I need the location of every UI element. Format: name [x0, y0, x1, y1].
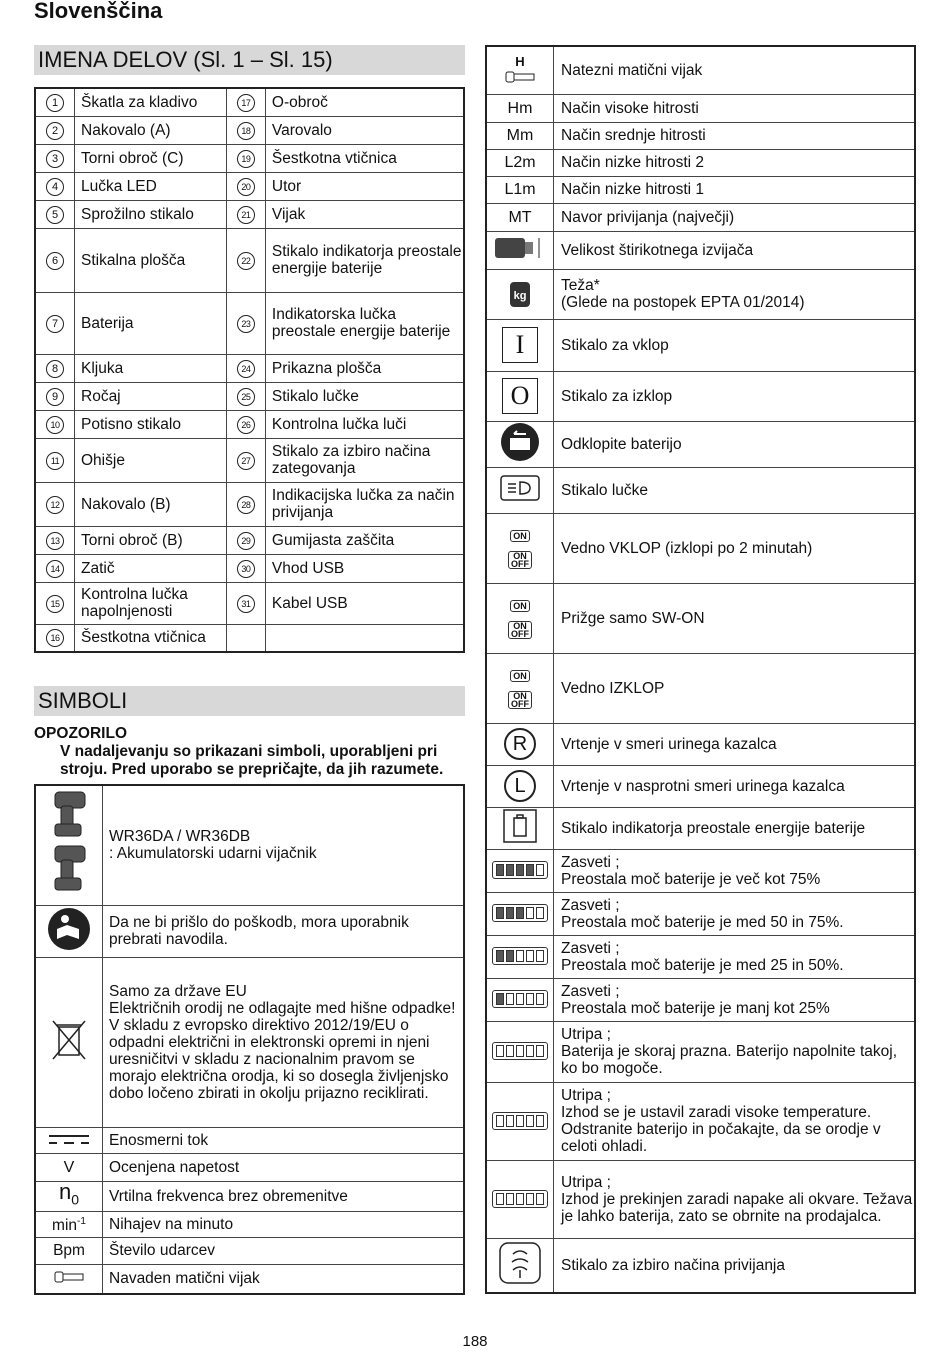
mode-select-icon — [486, 1238, 554, 1293]
part-name: O-obroč — [265, 88, 464, 116]
bolt-icon — [35, 1264, 103, 1294]
part-number-cell — [35, 116, 75, 144]
part-number: 14 — [46, 560, 64, 578]
symbol-row — [35, 1181, 464, 1211]
mt-symbol: MT — [486, 203, 554, 231]
n0-symbol: $n_0$ — [35, 1181, 103, 1211]
dc-label: Enosmerni tok — [103, 1127, 465, 1153]
symbol-row — [35, 1153, 464, 1181]
warning-title: OPOZORILO — [34, 725, 127, 742]
bolt-label: Navaden matični vijak — [103, 1264, 465, 1294]
parts-table — [34, 87, 465, 653]
detach-battery-label: Odklopite baterijo — [554, 421, 916, 467]
part-number-cell — [226, 144, 265, 172]
part-name: Torni obroč (C) — [75, 144, 227, 172]
part-name: Škatla za kladivo — [75, 88, 227, 116]
part-number-cell — [226, 410, 265, 438]
part-name: Vijak — [265, 200, 464, 228]
part-number: 29 — [237, 532, 255, 550]
part-number-cell — [35, 624, 75, 652]
part-number: 4 — [46, 178, 64, 196]
part-number-cell — [35, 410, 75, 438]
part-name: Kabel USB — [265, 582, 464, 624]
anvil-label: Velikost štirikotnega izvijača — [554, 231, 916, 269]
warning-text: V nadaljevanju so prikazani simboli, uporabljeni pri stroju. Pred uporabo se prepričajte, da jih razumete. — [60, 743, 444, 778]
part-number-cell — [35, 88, 75, 116]
part-number: 3 — [46, 150, 64, 168]
part-name: Indikacijska lučka za način privijanja — [265, 482, 464, 526]
part-name: Stikalo za izbiro načina zategovanja — [265, 438, 464, 482]
light-label: Stikalo lučke — [554, 467, 916, 513]
part-name: Stikalna plošča — [75, 228, 227, 292]
weight-label: Teža* (Glede na postopek EPTA 01/2014) — [554, 269, 916, 319]
battery-switch-label: Stikalo indikatorja preostale energije baterije — [554, 807, 916, 849]
part-number: 12 — [46, 496, 64, 514]
part-number: 17 — [237, 94, 255, 112]
part-number: 6 — [46, 252, 64, 270]
mm-label: Način srednje hitrosti — [554, 122, 916, 149]
part-number: 5 — [46, 206, 64, 224]
battery-blink-empty-icon — [486, 1021, 554, 1082]
detach-battery-icon — [486, 421, 554, 467]
bpm-label: Število udarcev — [103, 1237, 465, 1264]
part-name: Stikalo indikatorja preostale energije baterije — [265, 228, 464, 292]
part-name: Lučka LED — [75, 172, 227, 200]
counter-clockwise-label: Vrtenje v nasprotni smeri urinega kazalca — [554, 765, 916, 807]
parts-row — [35, 144, 464, 172]
always-off-icon: ON ON OFF — [486, 653, 554, 723]
read-manual-icon — [35, 905, 103, 957]
symbol-row — [35, 905, 464, 957]
part-number: 1 — [46, 94, 64, 112]
part-number: 28 — [237, 496, 255, 514]
part-name: Potisno stikalo — [75, 410, 227, 438]
square-anvil-icon — [486, 231, 554, 269]
part-number-cell — [226, 228, 265, 292]
part-name: Gumijasta zaščita — [265, 526, 464, 554]
battery-50-label: Zasveti ; Preostala moč baterije je med 50 in 75%. — [554, 892, 916, 935]
part-number-cell — [226, 116, 265, 144]
part-number-cell — [226, 526, 265, 554]
parts-row — [35, 624, 464, 652]
part-name: Torni obroč (B) — [75, 526, 227, 554]
part-number: 25 — [237, 388, 255, 406]
off-switch-label: Stikalo za izklop — [554, 371, 916, 421]
high-tensile-label: Natezni matični vijak — [554, 46, 916, 94]
part-name: Varovalo — [265, 116, 464, 144]
part-number-cell — [226, 482, 265, 526]
part-number-cell — [35, 554, 75, 582]
part-name: Vhod USB — [265, 554, 464, 582]
part-name: Ohišje — [75, 438, 227, 482]
part-number: 11 — [46, 452, 64, 470]
weee-bin-icon — [35, 957, 103, 1127]
parts-row — [35, 292, 464, 354]
part-number: 27 — [237, 452, 255, 470]
part-number: 13 — [46, 532, 64, 550]
part-number-cell — [226, 172, 265, 200]
battery-low-label: Zasveti ; Preostala moč baterije je manj kot 25% — [554, 978, 916, 1021]
parts-section-title: IMENA DELOV (Sl. 1 – Sl. 15) — [34, 45, 465, 75]
tool-model: WR36DA / WR36DB — [109, 828, 251, 846]
part-number: 21 — [237, 206, 255, 224]
high-tensile-bolt-icon: H — [486, 46, 554, 94]
parts-row — [35, 172, 464, 200]
part-number: 19 — [237, 150, 255, 168]
part-number-cell — [226, 554, 265, 582]
clockwise-icon: R — [486, 723, 554, 765]
part-name: Zatič — [75, 554, 227, 582]
symbol-row — [35, 785, 464, 905]
parts-row — [35, 554, 464, 582]
part-name: Ročaj — [75, 382, 227, 410]
battery-level-50-icon — [486, 892, 554, 935]
part-name — [265, 624, 464, 652]
symbols-right-table — [485, 45, 916, 1294]
min-symbol: $\min^{-1}$ — [35, 1211, 103, 1237]
part-number-cell — [226, 292, 265, 354]
l1m-symbol: L1m — [486, 176, 554, 203]
bpm-symbol: Bpm — [35, 1237, 103, 1264]
symbols-section-title: SIMBOLI — [34, 686, 465, 716]
min-label: Nihajev na minuto — [103, 1211, 465, 1237]
tool-desc: : Akumulatorski udarni vijačnik — [109, 845, 317, 863]
part-name: Kontrolna lučka luči — [265, 410, 464, 438]
hm-symbol: Hm — [486, 94, 554, 122]
parts-row — [35, 438, 464, 482]
page-number: 188 — [462, 1333, 488, 1350]
part-number-cell — [35, 438, 75, 482]
part-number: 18 — [237, 122, 255, 140]
blink-empty-label: Utripa ; Baterija je skoraj prazna. Baterijo napolnite takoj, ko bo mogoče. — [554, 1021, 916, 1082]
hm-label: Način visoke hitrosti — [554, 94, 916, 122]
symbol-row — [35, 1237, 464, 1264]
part-number-cell — [35, 144, 75, 172]
parts-row — [35, 382, 464, 410]
part-name: Baterija — [75, 292, 227, 354]
part-number: 31 — [237, 595, 255, 613]
part-number: 23 — [237, 315, 255, 333]
battery-blink-fail-icon — [486, 1160, 554, 1238]
dc-icon — [35, 1127, 103, 1153]
symbol-row — [486, 46, 915, 94]
mode-select-label: Stikalo za izbiro načina privijanja — [554, 1238, 916, 1293]
l1m-label: Način nizke hitrosti 1 — [554, 176, 916, 203]
battery-blink-temp-icon — [486, 1082, 554, 1160]
light-icon — [486, 467, 554, 513]
parts-row — [35, 354, 464, 382]
part-number-cell — [35, 228, 75, 292]
impact-driver-icon — [35, 785, 103, 905]
language-heading: Slovenščina — [34, 0, 163, 23]
part-number: 30 — [237, 560, 255, 578]
blink-fail-label: Utripa ; Izhod je prekinjen zaradi napake ali okvare. Težava je lahko baterija, zato se obrnite na prodajalca. — [554, 1160, 916, 1238]
parts-row — [35, 116, 464, 144]
always-on-label: Vedno VKLOP (izklopi po 2 minutah) — [554, 513, 916, 583]
l2m-label: Način nizke hitrosti 2 — [554, 149, 916, 176]
part-name: Nakovalo (B) — [75, 482, 227, 526]
part-name: Kljuka — [75, 354, 227, 382]
part-number-cell — [35, 382, 75, 410]
sw-on-label: Prižge samo SW-ON — [554, 583, 916, 653]
part-number: 2 — [46, 122, 64, 140]
weight-icon: kg — [486, 269, 554, 319]
part-number-cell — [226, 382, 265, 410]
parts-row — [35, 582, 464, 624]
part-number-cell — [226, 582, 265, 624]
battery-level-75-icon — [486, 849, 554, 892]
part-number-cell — [226, 438, 265, 482]
part-number-cell — [35, 582, 75, 624]
symbol-row — [35, 1211, 464, 1237]
part-number-cell — [35, 172, 75, 200]
l2m-symbol: L2m — [486, 149, 554, 176]
mm-symbol: Mm — [486, 122, 554, 149]
parts-row — [35, 88, 464, 116]
part-name: Šestkotna vtičnica — [265, 144, 464, 172]
part-name: Nakovalo (A) — [75, 116, 227, 144]
part-number-cell — [35, 526, 75, 554]
parts-row — [35, 482, 464, 526]
symbol-row — [35, 1127, 464, 1153]
battery-switch-icon — [486, 807, 554, 849]
n0-label: Vrtilna frekvenca brez obremenitve — [103, 1181, 465, 1211]
part-number: 16 — [46, 629, 64, 647]
voltage-symbol: V — [35, 1153, 103, 1181]
part-name: Sprožilno stikalo — [75, 200, 227, 228]
voltage-label: Ocenjena napetost — [103, 1153, 465, 1181]
part-number-cell — [226, 88, 265, 116]
part-name: Utor — [265, 172, 464, 200]
part-number-cell — [35, 482, 75, 526]
part-name: Šestkotna vtičnica — [75, 624, 227, 652]
battery-75-label: Zasveti ; Preostala moč baterije je več kot 75% — [554, 849, 916, 892]
battery-25-label: Zasveti ; Preostala moč baterije je med 25 in 50%. — [554, 935, 916, 978]
part-number-cell — [35, 292, 75, 354]
parts-row — [35, 526, 464, 554]
part-name: Kontrolna lučka napolnjenosti — [75, 582, 227, 624]
clockwise-label: Vrtenje v smeri urinega kazalca — [554, 723, 916, 765]
counter-clockwise-icon: L — [486, 765, 554, 807]
battery-level-low-icon — [486, 978, 554, 1021]
part-name: Prikazna plošča — [265, 354, 464, 382]
part-number-cell — [226, 354, 265, 382]
parts-row — [35, 200, 464, 228]
part-number-cell — [226, 624, 265, 652]
part-number: 9 — [46, 388, 64, 406]
parts-row — [35, 410, 464, 438]
on-switch-label: Stikalo za vklop — [554, 319, 916, 371]
part-number: 24 — [237, 360, 255, 378]
symbol-row — [35, 957, 464, 1127]
on-switch-icon: I — [486, 319, 554, 371]
part-name: Stikalo lučke — [265, 382, 464, 410]
sw-on-icon: ON ON OFF — [486, 583, 554, 653]
part-number-cell — [35, 200, 75, 228]
weee-text: Samo za države EU Električnih orodij ne odlagajte med hišne odpadke! V skladu z evropsko direktivo 2012/19/EU o odpadni električni in elektronski opremi in njeni uresničitvi v skladu z nacionalnim pravom se morajo električna orodja, ki so dosegla življenjsko dobo ločeno zbirati in okolju prijazno reciklirati. — [103, 957, 465, 1127]
blink-temp-label: Utripa ; Izhod se je ustavil zaradi visoke temperature. Odstranite baterijo in počakajte, da se orodje v celoti ohladi. — [554, 1082, 916, 1160]
part-number: 22 — [237, 252, 255, 270]
manual-text: Da ne bi prišlo do poškodb, mora uporabnik prebrati navodila. — [103, 905, 465, 957]
part-number: 20 — [237, 178, 255, 196]
part-number: 7 — [46, 315, 64, 333]
symbol-row — [35, 1264, 464, 1294]
symbols-left-table — [34, 784, 465, 1295]
off-switch-icon: O — [486, 371, 554, 421]
part-number-cell — [226, 200, 265, 228]
always-off-label: Vedno IZKLOP — [554, 653, 916, 723]
part-number-cell — [35, 354, 75, 382]
part-name: Indikatorska lučka preostale energije baterije — [265, 292, 464, 354]
part-number: 10 — [46, 416, 64, 434]
mt-label: Navor privijanja (največji) — [554, 203, 916, 231]
part-number: 8 — [46, 360, 64, 378]
always-on-icon: ON ON OFF — [486, 513, 554, 583]
part-number: 15 — [46, 595, 64, 613]
tool-description — [103, 785, 465, 905]
part-number: 26 — [237, 416, 255, 434]
parts-row — [35, 228, 464, 292]
battery-level-25-icon — [486, 935, 554, 978]
